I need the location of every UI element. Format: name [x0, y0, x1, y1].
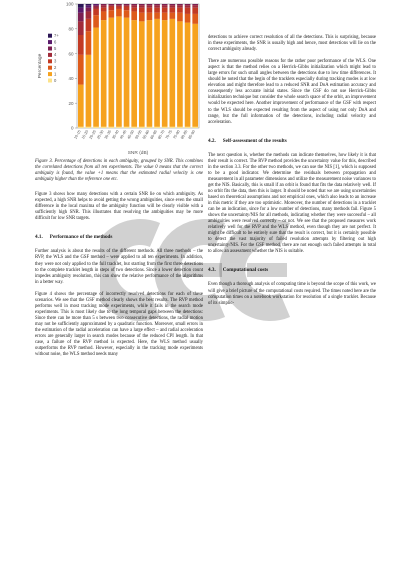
section-number: 4.1. [35, 234, 43, 241]
bar-segment [101, 20, 107, 127]
bar-segment [86, 55, 92, 127]
legend-label: 5 [54, 45, 57, 51]
bar-segment [78, 13, 84, 22]
bar-segment [131, 4, 137, 5]
legend-label: 4 [54, 52, 57, 58]
bar-segment [131, 127, 137, 128]
bar-segment [177, 21, 183, 126]
bar-segment [192, 24, 198, 127]
section-heading [208, 267, 376, 273]
bar-segment [78, 127, 84, 128]
bar-segment [162, 13, 168, 20]
bar-segment [154, 5, 160, 7]
bar-segment [177, 8, 183, 13]
y-tick-label: 0 [70, 125, 74, 131]
bar-segment [131, 20, 137, 127]
legend-swatch [48, 40, 52, 44]
bar-segment [139, 13, 145, 22]
x-tick-label: 55-60 [141, 129, 151, 140]
figure-3 [35, 0, 203, 156]
x-tick-label: 85-90 [187, 129, 197, 140]
x-tick-label: 80-85 [180, 129, 189, 140]
bar-segment [124, 5, 130, 6]
bar-segment [169, 13, 175, 19]
legend-label: 6 [54, 39, 57, 45]
bar-segment [162, 20, 168, 127]
legend-swatch [48, 53, 52, 57]
section-number: 4.2. [208, 137, 216, 144]
bar-segment [93, 127, 99, 128]
bar-segment [78, 85, 84, 127]
legend-swatch [48, 72, 52, 76]
bar-segment [154, 19, 160, 127]
bar-segment [108, 127, 114, 128]
bar-segment [177, 127, 183, 128]
bar-segment [185, 127, 191, 128]
left-column [35, 0, 203, 358]
bar-segment [101, 4, 107, 5]
bar-segment [192, 127, 198, 128]
bar-segment [139, 4, 145, 5]
bar-segment [139, 127, 145, 128]
bar-segment [86, 19, 92, 31]
bar-segment [101, 8, 107, 12]
legend-label: 3 [54, 58, 57, 64]
bar-segment [93, 6, 99, 8]
x-tick-label: 75-80 [172, 129, 181, 140]
bar-segment [124, 18, 130, 127]
bar-segment [154, 4, 160, 5]
bar-segment [147, 5, 153, 7]
bar-segment [108, 5, 114, 6]
bar-segment [86, 31, 92, 55]
x-tick-label: 10-15 [73, 129, 82, 140]
bar-segment [108, 4, 114, 5]
bar-segment [124, 4, 130, 5]
bar-segment [86, 5, 92, 7]
bar-segment [78, 35, 84, 55]
bar-segment [124, 6, 130, 10]
bar-segment [108, 18, 114, 127]
bar-segment [124, 127, 130, 128]
right-column [208, 0, 376, 307]
bar-segment [78, 4, 84, 8]
bar-segment [185, 4, 191, 5]
legend-swatch [48, 34, 52, 38]
y-tick-label: 60 [68, 51, 74, 57]
bar-segment [131, 8, 137, 12]
x-tick-label: 70-75 [164, 129, 174, 140]
bar-segment [139, 8, 145, 13]
bar-segment [192, 14, 198, 24]
bar-segment [192, 8, 198, 14]
section-heading [35, 234, 203, 240]
x-tick-label: 35-40 [111, 129, 120, 140]
bar-segment [185, 23, 191, 127]
bar-segment [124, 10, 130, 17]
paragraph: Further analysis is about the results of the different methods. All three methods – the RVP, the WLS and the GSF method – were applied to all ten experiments. In addition, they were not only applied to the full tracklet, but starting from the first three detections to the complete tracklet length in steps of two detections. Since a lower detection count impedes ambiguity resolution, this can show the relative performance of the algorithms in a better way. [35, 249, 203, 285]
bar-segment [93, 5, 99, 6]
bar-segment [78, 8, 84, 13]
bar-segment [93, 9, 99, 15]
y-tick-label: 100 [65, 1, 74, 7]
x-tick-label: 65-70 [157, 129, 166, 140]
bar-segment [154, 127, 160, 128]
y-tick-label: 20 [68, 100, 74, 106]
bar-segment [116, 4, 122, 5]
bar-segment [116, 5, 122, 6]
bar-segment [169, 5, 175, 7]
bar-segment [162, 4, 168, 5]
bar-segment [185, 14, 191, 23]
paragraph: Figure 3 shows how many detections with a certain SNR lie on which ambiguity. As expected, a high SNR helps to avoid getting the wrong ambiguities, since even the small difference in the local maxima of the ambiguity function will be clearly visible with a sufficiently high SNR. This illustrates that resolving the ambiguities may be more difficult for low SNR targets. [35, 192, 203, 222]
section-title: Performance of the methods [49, 234, 113, 241]
bar-segment [93, 4, 99, 5]
bar-segment [116, 9, 122, 16]
paragraph: detections to achieve correct resolution of all the detections. This is surprising, because in these experiments, the SNR is usually high and hence, most detections will lie on the correct ambiguity already. [208, 35, 376, 53]
paragraph: Even though a thorough analysis of computing time is beyond the scope of this work, we will give a brief picture of the computational costs required. The times noted here are the computation times on a notebook workstation for resolution of a single tracklet. Because of its simplic- [208, 282, 376, 306]
bar-segment [169, 4, 175, 5]
legend-label: 1 [54, 71, 57, 77]
bar-segment [169, 19, 175, 127]
legend-swatch [48, 59, 52, 63]
x-tick-label: 20-25 [88, 129, 97, 140]
bar-segment [101, 11, 107, 20]
paragraph: There are numerous possible reasons for the rather poor performance of the WLS. One aspect is that the method relies on a Herrick-Gibbs initialization which might lead to large errors for such small angles between the detections due to low time differences. It should be noted that the begin of the tracklets especially during tracking modes is at low elevation and might therefore lead to a reduced SNR and DoA estimation accuracy and consequently less accurate initial states. Since the GSF do not use Herrick-Gibbs initialization technique but consider the whole search space of the orbit, an improvement would be expected here. Another improvement of performance of the GSF with respect to the WLS should be expected resulting from the aspect of using not only DoA and range, but the full information of the detections, including radial velocity and acceleration. [208, 59, 376, 125]
bar-segment [185, 8, 191, 14]
x-tick-label: 15-20 [80, 129, 90, 140]
bar-segment [147, 20, 153, 127]
bar-segment [108, 10, 114, 17]
paragraph: The next question is, whether the methods can indicate themselves, how likely it is that their result is correct. The RVP method provides the uncertainty value for this, described in the section 3.3. For the other two methods, we can use the NIS [1], which is supposed to be a good indicator. We determine the residuals between propagation and measurement in all parameter dimensions and utilize the measurement noise variances to get the NIS. Basically, this is small if an orbit is found that fits the data relatively well. If no orbit fits the data, then this is larger. It should be noted that we are using uncertainties based on theoretical assumptions and not empirical ones, which also leads to an increase in this metric if they are too optimistic. Moreover, the number of detections in a tracklet can be an indication, since for a low number of detections, many methods fail. Figure 5 shows the uncertainty/NIS for all methods, indicating whether they were successful – all ambiguities were resolved correctly – or not. We see that the proposed measures work relatively well for the RVP and the WLS method, even though they are not perfect. It might be difficult to be entirely sure that the result is correct, but it is certainly possible to detect the vast majority of failed resolution attempts by filtering out high uncertainty/NIS. For the GSF method, there are not enough such failed attempts in total to allow an assessment whether the NIS is suitable. [208, 152, 376, 255]
bar-segment [154, 8, 160, 13]
bar-segment [93, 28, 99, 127]
bar-segment [192, 5, 198, 7]
bar-segment [162, 127, 168, 128]
y-axis-label: Percentage [38, 53, 43, 79]
legend-swatch [48, 79, 52, 83]
bar-segment [154, 13, 160, 19]
legend-swatch [48, 66, 52, 70]
bar-segment [162, 5, 168, 7]
bar-segment [177, 5, 183, 7]
x-tick-label: 40-45 [119, 129, 128, 140]
section-heading [208, 138, 376, 144]
bar-segment [147, 13, 153, 20]
bar-segment [139, 21, 145, 126]
section-title: Computational costs [222, 267, 269, 274]
section-number: 4.3. [208, 267, 216, 274]
bar-segment [192, 4, 198, 5]
bar-segment [116, 127, 122, 128]
bar-segment [116, 16, 122, 126]
legend-label: 2 [54, 65, 57, 70]
bar-segment [78, 21, 84, 35]
bar-segment [78, 55, 84, 85]
bar-segment [108, 6, 114, 10]
bar-segment [101, 127, 107, 128]
bar-segment [86, 4, 92, 5]
y-tick-label: 40 [68, 76, 74, 82]
x-tick-label: 30-35 [103, 129, 113, 140]
bar-segment [131, 11, 137, 20]
bar-segment [139, 5, 145, 7]
x-axis-label: SNR (dB) [127, 151, 149, 156]
legend-label: 0 [54, 77, 57, 83]
x-tick-label: 25-30 [96, 129, 105, 140]
legend-label: 7+ [54, 33, 59, 38]
x-tick-label: 45-50 [126, 129, 136, 140]
bar-segment [185, 5, 191, 7]
bar-segment [101, 5, 107, 7]
bar-segment [116, 6, 122, 8]
bar-segment [147, 8, 153, 13]
legend-swatch [48, 47, 52, 51]
bar-segment [177, 13, 183, 22]
bar-segment [177, 4, 183, 5]
figure-caption: Figure 3. Percentage of detections in each ambiguity, grouped by SNR. This combines the correlated detections from all ten experiments. The value 0 means that the correct ambiguity is found, the value +1 means that the estimated radial velocity is one ambiguity higher than the reference one etc. [35, 159, 203, 183]
x-tick-label: 60-65 [149, 129, 158, 140]
bar-segment [169, 127, 175, 128]
bar-segment [147, 4, 153, 5]
bar-segment [169, 8, 175, 13]
bar-segment [93, 15, 99, 27]
x-tick-label: 50-55 [134, 129, 143, 140]
paragraph: Figure 4 shows the percentage of incorrectly resolved detections for each of these scenarios. We see that the GSF method clearly shows the best results. The RVP method performs well in most tracking mode experiments, while it fails in the search mode experiments. This is most likely due to the long temporal gaps between the detections: Since there can be more than 5 s between two consecutive detections, the radial motion may not be sufficiently approximated by a quadratic function. Moreover, small errors in the estimation of the radial acceleration can have a large effect – and radial acceleration errors are generally larger in search modes because of the reduced CPI length. In that case, a failure of the RVP method is expected. Here, the WLS method usually outperforms the RVP method. However, especially in the tracking mode experiments without noise, the WLS method needs many [35, 291, 203, 358]
y-tick-label: 80 [68, 26, 74, 32]
bar-segment [86, 127, 92, 128]
bar-segment [131, 5, 137, 7]
stacked-bar-chart [35, 0, 203, 156]
bar-segment [162, 8, 168, 13]
bar-segment [147, 127, 153, 128]
bar-segment [86, 11, 92, 18]
bar-segment [86, 8, 92, 12]
section-title: Self-assessment of the results [222, 137, 287, 144]
